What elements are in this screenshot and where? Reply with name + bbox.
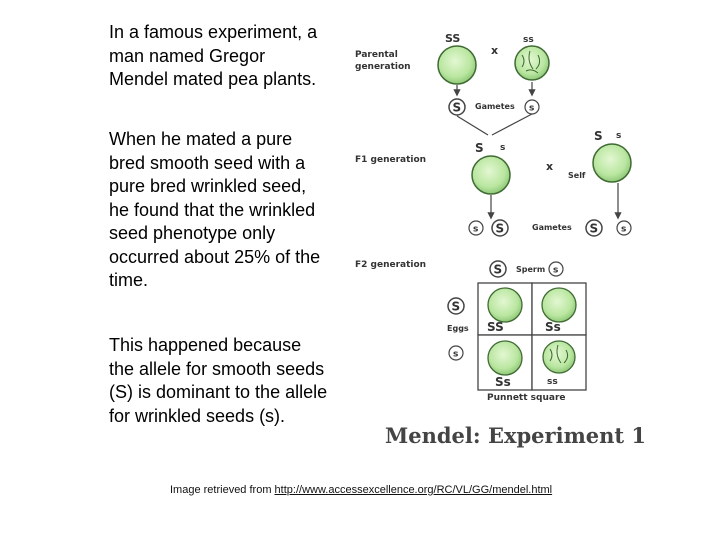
self-cross-symbol: x [546, 160, 554, 173]
gamete-S-parent [449, 99, 465, 115]
parent1-genotype: SS [445, 32, 461, 45]
gamete-s-f1-left [469, 221, 483, 235]
sperm-label: Sperm [516, 265, 546, 274]
diagram-title: Mendel: Experiment 1 [385, 423, 647, 448]
f1-generation-label: F1 generation [355, 155, 427, 165]
cell-Ss-bottom: Ss [495, 375, 511, 389]
self-label: Self [568, 171, 586, 180]
f2-generation-label: F2 generation [355, 260, 427, 270]
paragraph-experiment-result: When he mated a pure bred smooth seed with a pure bred wrinkled seed, he found that the wrinkled seed phenotype only occurred about 25% of the time. [109, 129, 321, 290]
gamete-s-parent [525, 100, 539, 114]
svg-text:S: S [493, 262, 503, 277]
gametes-label-1: Gametes [475, 102, 515, 111]
mendel-experiment-diagram [350, 25, 650, 455]
f1-pea-icon-2 [593, 144, 631, 182]
svg-text:S: S [452, 100, 462, 115]
cell-ss: ss [547, 377, 558, 387]
sperm-S [490, 261, 506, 277]
gamete-S-f1-left [492, 220, 508, 236]
svg-text:s: s [621, 224, 627, 235]
cell-Ss-top: Ss [545, 320, 561, 334]
f1-pea-icon [472, 156, 510, 194]
parental-label: Parental [355, 50, 398, 60]
f1-genotype-S: S [475, 141, 484, 155]
eggs-label: Eggs [447, 324, 469, 333]
gamete-S-f1-right [586, 220, 602, 236]
cell-SS: SS [487, 320, 504, 334]
image-credit [170, 484, 552, 496]
source-link[interactable]: http://www.accessexcellence.org/RC/VL/GG/mendel.html [274, 484, 553, 496]
parent2-genotype: ss [523, 35, 534, 45]
paragraph-explanation: This happened because the allele for smooth seeds (S) is dominant to the allele for wrinkled seeds (s). [109, 335, 328, 426]
svg-text:s: s [453, 349, 459, 360]
f1b-genotype-s: s [616, 131, 622, 141]
egg-s [449, 346, 463, 360]
sperm-s [549, 262, 563, 276]
wrinkled-pea-icon [515, 46, 549, 80]
f1-genotype-s: s [500, 143, 506, 153]
credit-prefix: Image retrieved from [170, 484, 275, 496]
svg-text:s: s [529, 103, 535, 114]
svg-text:S: S [495, 221, 505, 236]
punnett-square-label: Punnett square [487, 393, 566, 403]
svg-text:s: s [553, 265, 559, 276]
smooth-pea-icon [438, 46, 476, 84]
parental-label-2: generation [355, 62, 411, 72]
f1b-genotype-S: S [594, 129, 603, 143]
svg-text:S: S [589, 221, 599, 236]
gametes-label-2: Gametes [532, 223, 572, 232]
gamete-s-f1-right [617, 221, 631, 235]
punnett-square [478, 283, 586, 390]
cross-symbol: x [491, 44, 499, 57]
svg-text:s: s [473, 224, 479, 235]
svg-text:S: S [451, 299, 461, 314]
egg-S [448, 298, 464, 314]
paragraph-experiment-intro: In a famous experiment, a man named Gregor Mendel mated pea plants. [109, 22, 318, 89]
